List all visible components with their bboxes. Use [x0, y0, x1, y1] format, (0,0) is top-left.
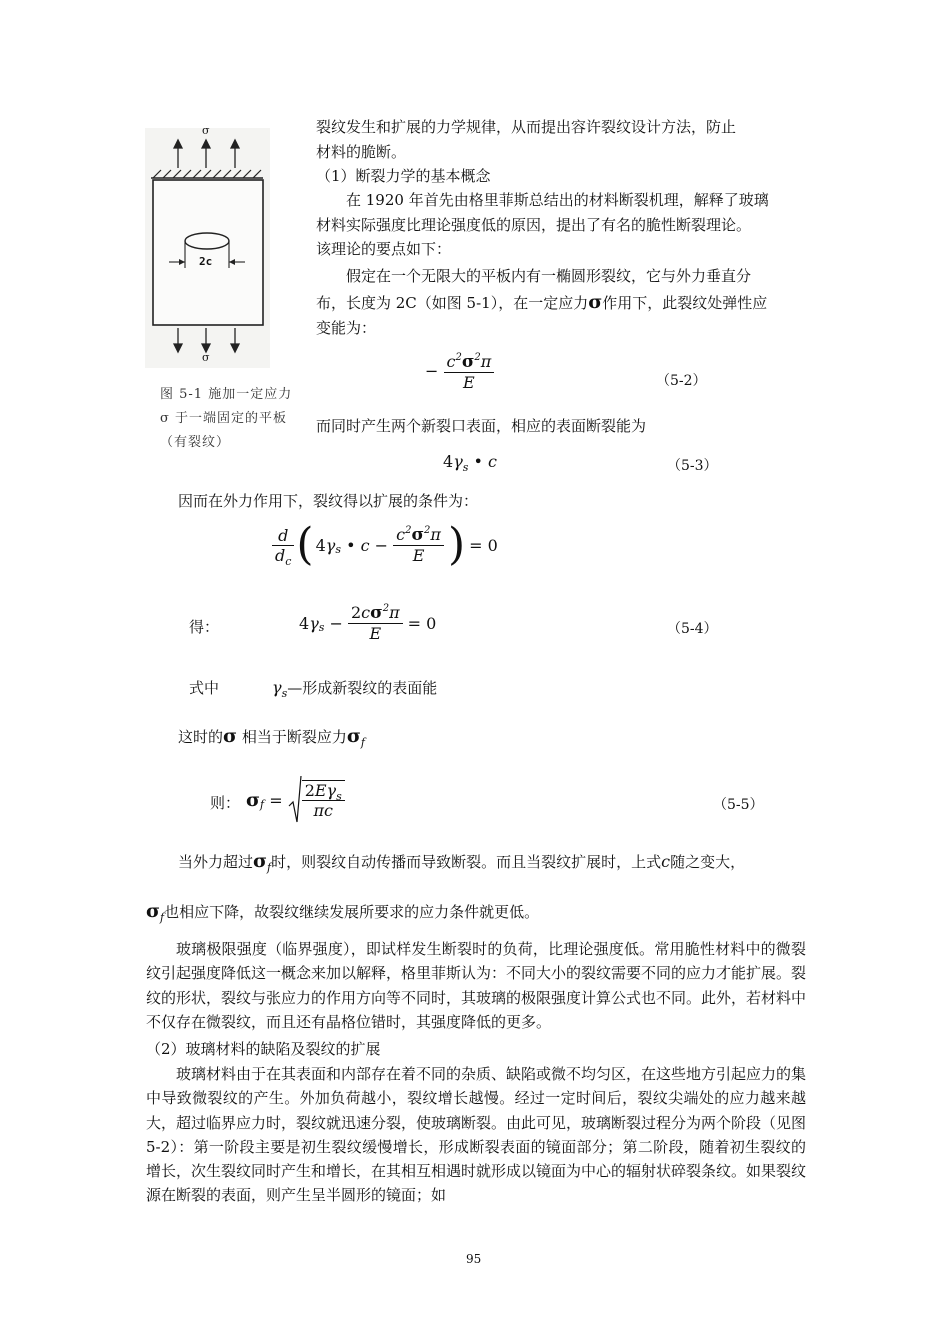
equation-number-5-3: （5-3）: [667, 458, 718, 474]
equation-5-2: − $\frac{c^2\sigma^2\pi}{E}$: [425, 352, 494, 392]
para-2-line-3: 变能为：: [316, 319, 377, 337]
para-2-line-2: [316, 290, 767, 315]
para-2-line-1: 假定在一个无限大的平板内有一椭圆形裂纹，它与外力垂直分: [346, 267, 752, 285]
intro-line-2: 材料的脆断。: [316, 143, 407, 161]
section-heading-1: （1）断裂力学的基本概念: [316, 167, 491, 185]
crack-length-label: 2c: [199, 255, 213, 268]
equation-5-5: σ f = $\frac{2E\gamma_s}{\pi c}$: [246, 774, 345, 826]
figure-caption-line-2: σ 于一端固定的平板: [160, 411, 288, 426]
para-1-line-3: 该理论的要点如下：: [316, 240, 452, 258]
equation-5-4-prefix: 得：: [189, 618, 220, 636]
section-heading-2: （2）玻璃材料的缺陷及裂纹的扩展: [146, 1040, 381, 1058]
condition-text: 因而在外力作用下，裂纹得以扩展的条件为：: [178, 492, 479, 510]
para-2-line-2-b: 作用下，此裂纹处弹性应: [602, 294, 768, 312]
equation-derivative: $\frac{d}{d_c}$ ( 4 γ s • c − $\frac{c^2\sigma^2\pi}{E}$ ) = 0: [272, 523, 498, 567]
sigma-top-label: σ: [202, 124, 210, 137]
paragraph-strength: 玻璃极限强度（临界强度），即试样发生断裂时的负荷，比理论强度低。常用脆性材料中的微裂纹引起强度降低这一概念来加以解释，格里菲斯认为：不同大小的裂纹需要不同的应力才能扩展。裂纹的形状，裂纹与张应力的作用方向等不同时，其玻璃的极限强度计算公式也不同。此外，若材料中不仅存在微裂纹，而且还有晶格位错时，其强度降低的更多。: [146, 940, 807, 1031]
where-definition: $\gamma_s—$形成新裂纹的表面能: [272, 678, 438, 700]
figure-caption-line-3: （有裂纹）: [160, 435, 231, 450]
sigma-bottom-label: σ: [202, 351, 210, 364]
para-1-line-1: 在 1920 年首先由格里菲斯总结出的材料断裂机理，解释了玻璃: [346, 191, 769, 209]
surface-energy-text: 而同时产生两个新裂口表面，相应的表面断裂能为: [316, 417, 647, 435]
intro-line-1: 裂纹发生和扩展的力学规律，从而提出容许裂纹设计方法，防止: [316, 118, 737, 136]
page-number: 95: [466, 1252, 482, 1266]
sqrt-sign: [288, 774, 302, 826]
equation-5-5-prefix: 则：: [210, 794, 241, 812]
equation-number-5-2: （5-2）: [656, 373, 707, 389]
figure-caption-line-1: 图 5-1 施加一定应力: [160, 387, 293, 402]
sigma-equivalence-line: 这时的σ 相当于断裂应力$\sigma_f$: [178, 725, 365, 749]
where-text: —形成新裂纹的表面能: [287, 679, 438, 697]
plate-diagram: [145, 128, 270, 368]
para-2-line-2-a: 布，长度为 2C（如图 5-1），在一定应力: [316, 294, 589, 312]
equation-5-4: 4 γ s − $\frac{2c\sigma^2\pi}{E}$ = 0: [299, 603, 437, 643]
equation-number-5-4: （5-4）: [667, 621, 718, 637]
equation-number-5-5: （5-5）: [713, 797, 764, 813]
figure-5-1: [145, 124, 270, 368]
paragraph-defects: 玻璃材料由于在其表面和内部存在着不同的杂质、缺陷或微不均匀区，在这些地方引起应力的集中导致微裂纹的产生。外加负荷越小，裂纹增长越慢。经过一定时间后，裂纹尖端处的应力越来越大，超过临界应力时，裂纹就迅速分裂，使玻璃断裂。由此可见，玻璃断裂过程分为两个阶段（见图 5-2）：第一阶段主要是初生裂纹缓慢增长，形成断裂表面的镜面部分；第二阶段，随着初生裂纹的增长，次生裂纹同时产生和增长，在其相互相遇时就形成以镜面为中心的辐射状碎裂条纹。如果裂纹源在断裂的表面，则产生呈半圆形的镜面；如: [146, 1065, 807, 1205]
after-line-2: $\sigma_f$也相应下降，故裂纹继续发展所要求的应力条件就更低。: [146, 900, 540, 924]
para-1-line-2: 材料实际强度比理论强度低的原因，提出了有名的脆性断裂理论。: [316, 216, 752, 234]
equation-5-3: $4\gamma_s$ • c: [443, 452, 497, 474]
where-label: 式中: [189, 679, 220, 697]
after-line-1: 当外力超过$\sigma_f$时，则裂纹自动传播而导致断裂。而且当裂纹扩展时，上式c随之变大，: [178, 850, 746, 874]
sigma-symbol: σ: [588, 291, 603, 313]
